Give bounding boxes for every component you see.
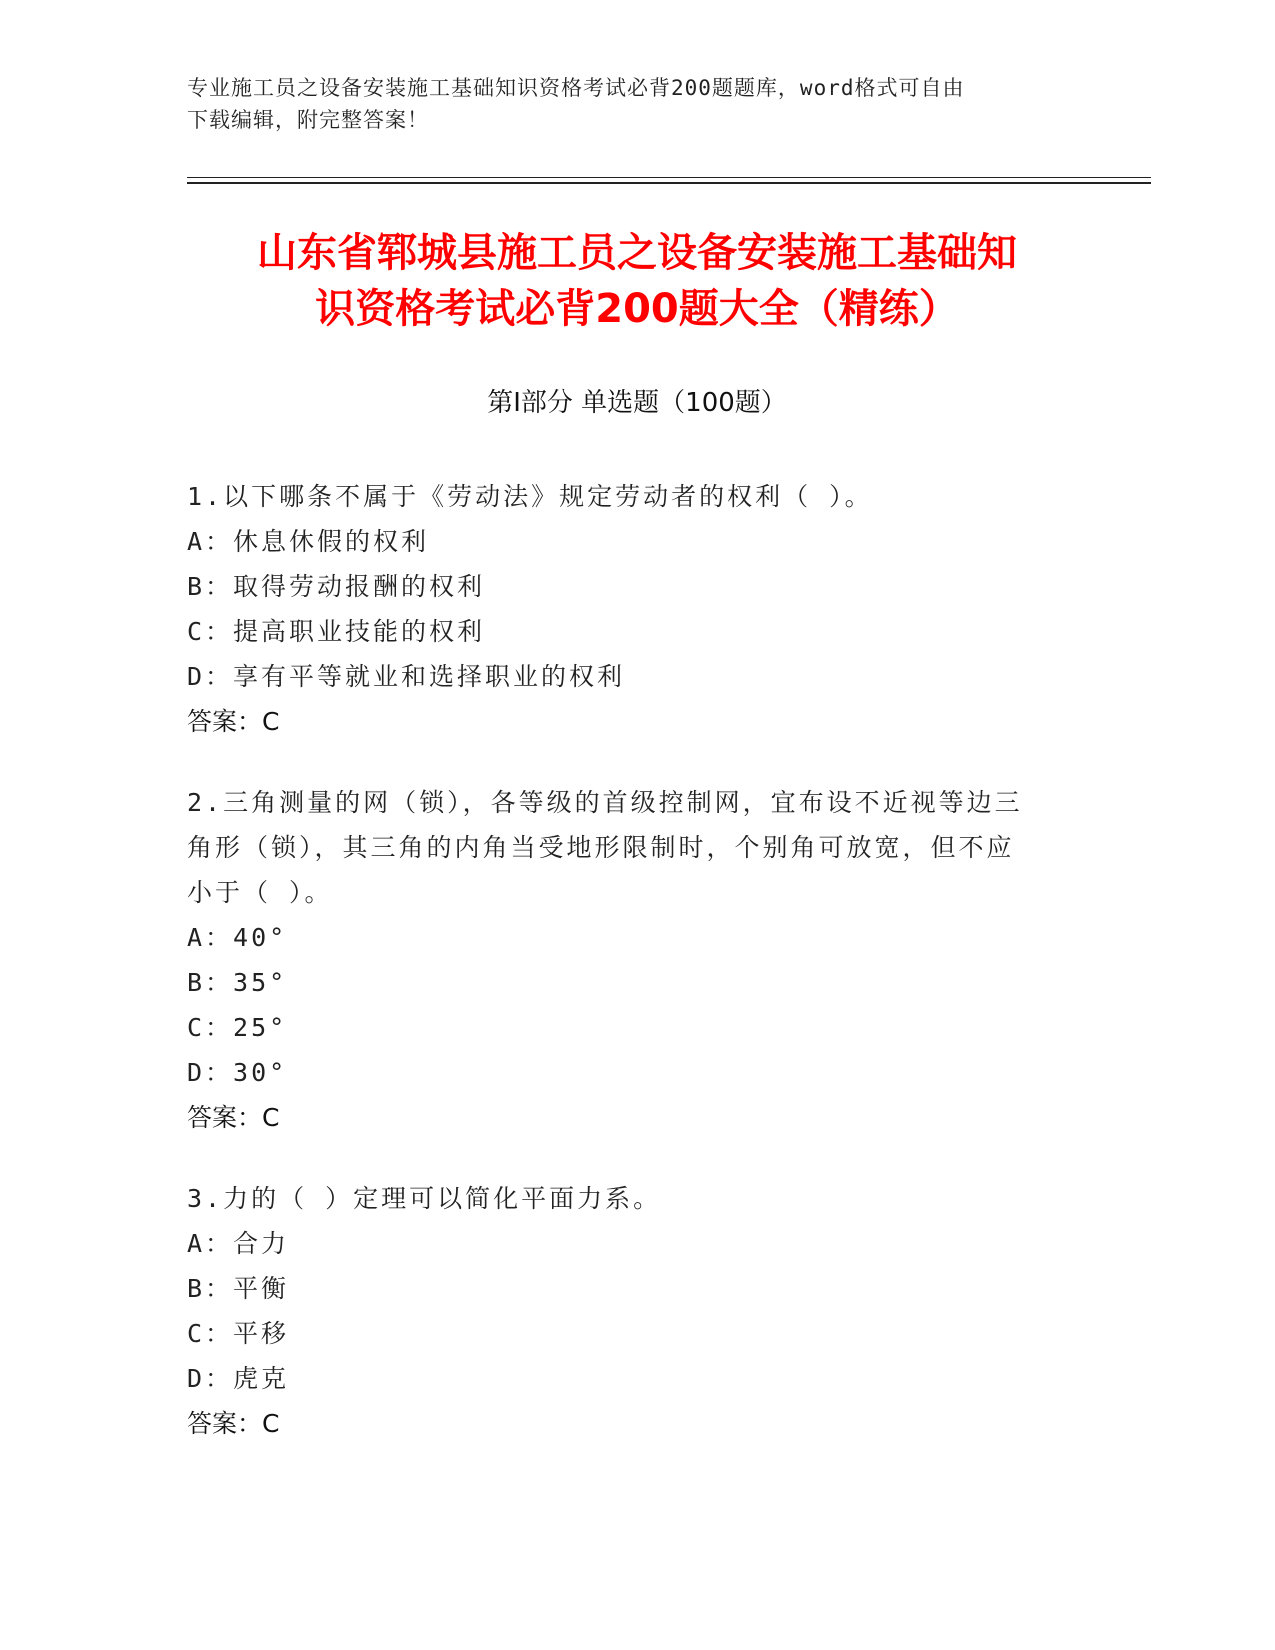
option-c: C：提高职业技能的权利 [187, 617, 486, 646]
option-a: A：40° [187, 923, 288, 952]
option-a: A：休息休假的权利 [187, 527, 430, 556]
option-c: C：25° [187, 1013, 288, 1042]
option-b: B：取得劳动报酬的权利 [187, 572, 486, 601]
option-d: D：30° [187, 1058, 288, 1087]
question-stem-line-2: 角形（锁），其三角的内角当受地形限制时，个别角可放宽，但不应 [187, 833, 1015, 862]
question-list [187, 474, 1057, 1482]
section-title: 第I部分 单选题（100题） [487, 388, 787, 418]
question-stem-line-3: 小于（ ）。 [187, 878, 333, 907]
question-3 [187, 1176, 1057, 1446]
question-1 [187, 474, 1057, 744]
option-b: B：平衡 [187, 1274, 290, 1303]
header-note [187, 72, 1087, 136]
header-note-line-2: 下载编辑，附完整答案！ [187, 108, 429, 132]
header-note-line-1: 专业施工员之设备安装施工基础知识资格考试必背200题题库，word格式可自由 [187, 76, 965, 100]
answer: 答案：C [187, 1103, 280, 1132]
question-stem-line-1: 2.三角测量的网（锁），各等级的首级控制网，宜布设不近视等边三 [187, 788, 1023, 817]
header-divider-thin [187, 177, 1151, 178]
option-b: B：35° [187, 968, 288, 997]
question-2 [187, 780, 1057, 1140]
option-a: A：合力 [187, 1229, 290, 1258]
question-stem: 3.力的（ ）定理可以简化平面力系。 [187, 1184, 662, 1213]
header-divider-thick [187, 182, 1151, 184]
option-c: C：平移 [187, 1319, 290, 1348]
answer: 答案：C [187, 1409, 280, 1438]
question-stem: 1.以下哪条不属于《劳动法》规定劳动者的权利（ ）。 [187, 482, 873, 511]
document-title-line-1: 山东省郓城县施工员之设备安装施工基础知 [257, 230, 1017, 276]
document-title-line-2: 识资格考试必背200题大全（精练） [315, 286, 959, 332]
option-d: D：虎克 [187, 1364, 290, 1393]
option-d: D：享有平等就业和选择职业的权利 [187, 662, 626, 691]
answer: 答案：C [187, 707, 280, 736]
document-title [187, 225, 1087, 337]
